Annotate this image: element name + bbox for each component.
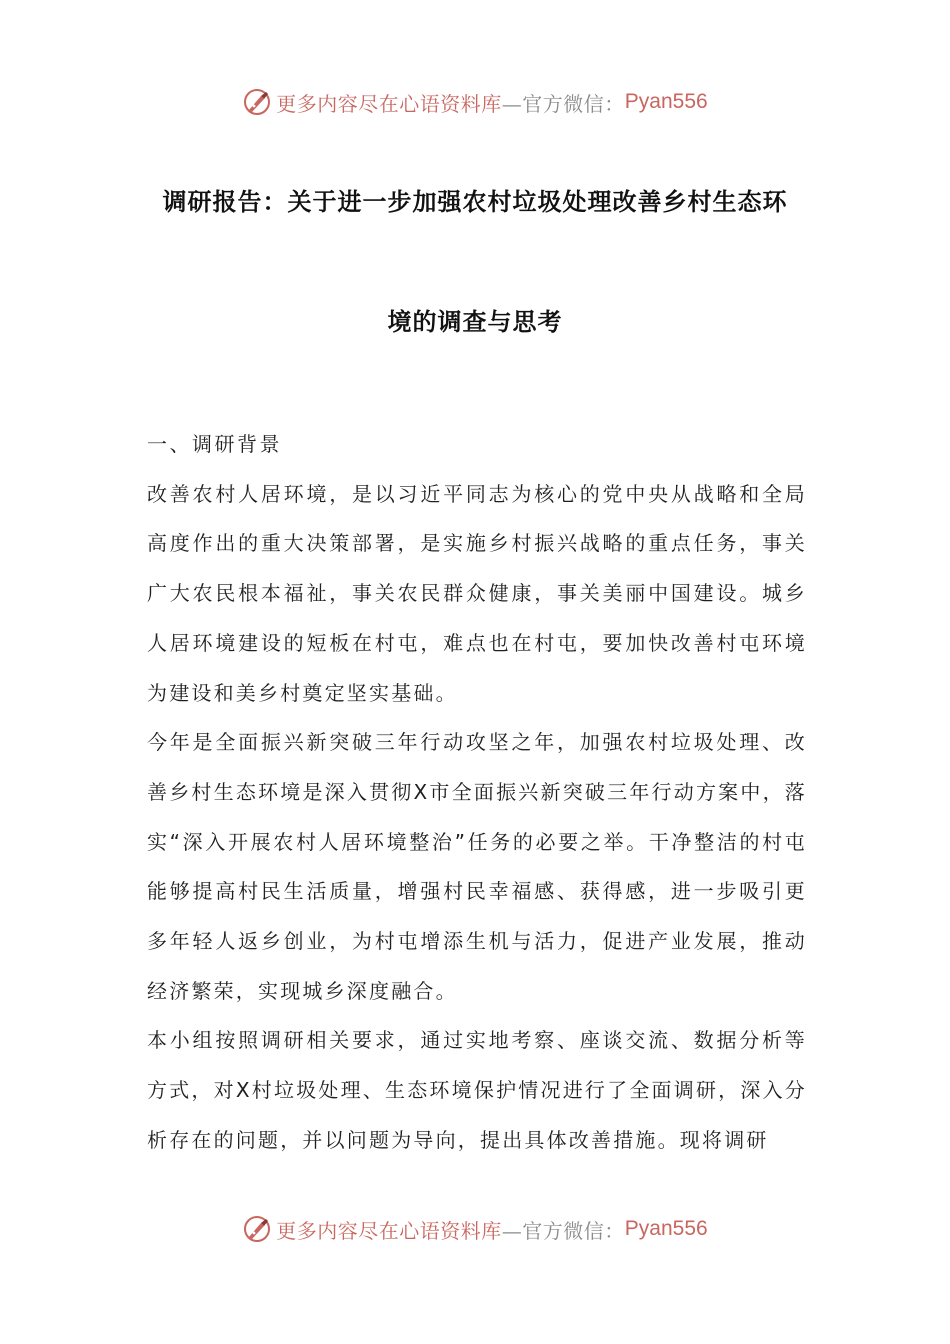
- pen-nib-logo-icon: [242, 1214, 272, 1244]
- watermark-separator-text: —官方微信：: [501, 91, 625, 116]
- document-body: [147, 420, 807, 1166]
- body-paragraph-2: 今年是全面振兴新突破三年行动攻坚之年，加强农村垃圾处理、改善乡村生态环境是深入贯彻X市全面振兴新突破三年行动方案中，落实“深入开展农村人居环境整治”任务的必要之举。干净整洁的村屯能够提高村民生活质量，增强村民幸福感、获得感，进一步吸引更多年轻人返乡创业，为村屯增添生机与活力，促进产业发展，推动经济繁荣，实现城乡深度融合。: [147, 730, 807, 1003]
- watermark-main-text: 更多内容尽在心语资料库: [276, 91, 502, 116]
- body-paragraph-1: 改善农村人居环境，是以习近平同志为核心的党中央从战略和全局高度作出的重大决策部署，是实施乡村振兴战略的重点任务，事关广大农民根本福祉，事关农民群众健康，事关美丽中国建设。城乡人居环境建设的短板在村屯，难点也在村屯，要加快改善村屯环境为建设和美乡村奠定坚实基础。: [147, 481, 807, 705]
- watermark-separator-text: —官方微信：: [501, 1218, 625, 1243]
- document-title-line-2: 境的调查与思考: [387, 308, 563, 336]
- document-title-line-1: 调研报告：关于进一步加强农村垃圾处理改善乡村生态环: [162, 188, 788, 216]
- watermark-footer: [0, 1209, 950, 1249]
- watermark-wechat-id: Pyan556: [624, 90, 708, 113]
- watermark-wechat-id: Pyan556: [624, 1217, 708, 1240]
- watermark-main-text: 更多内容尽在心语资料库: [276, 1218, 502, 1243]
- pen-nib-logo-icon: [242, 87, 272, 117]
- section-heading: 一、调研背景: [147, 432, 282, 456]
- watermark-header: [0, 82, 950, 122]
- body-paragraph-3: 本小组按照调研相关要求，通过实地考察、座谈交流、数据分析等方式，对X村垃圾处理、生态环境保护情况进行了全面调研，深入分析存在的问题，并以问题为导向，提出具体改善措施。现将调研: [147, 1028, 807, 1152]
